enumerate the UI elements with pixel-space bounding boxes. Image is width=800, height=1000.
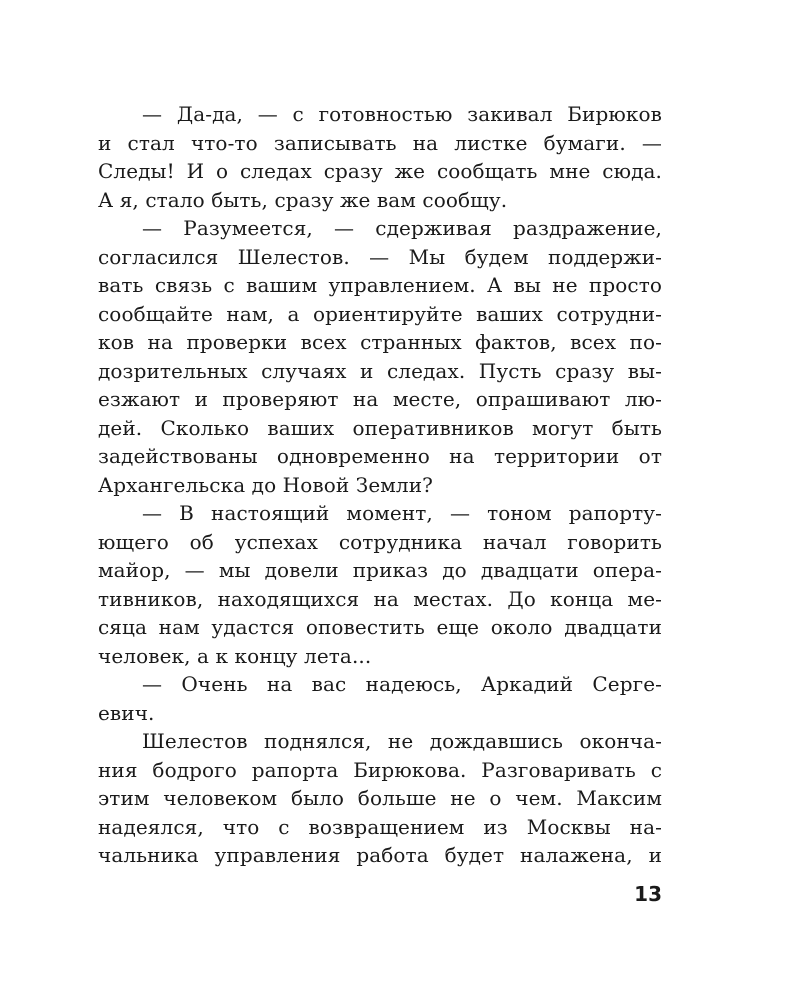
text-line: надеялся, что с возвращением из Москвы на- <box>98 814 662 839</box>
text-line: дей. Сколько ваших оперативников могут быть <box>98 415 662 440</box>
page-number: 13 <box>634 882 662 906</box>
text-line: задействованы одновременно на территории от <box>98 444 662 468</box>
text-line: сообщайте нам, а ориентируйте ваших сотрудни- <box>98 301 662 326</box>
text-line: — Очень на вас надеюсь, Аркадий Серге- <box>142 672 662 696</box>
text-line: майор, — мы довели приказ до двадцати опера- <box>98 558 662 582</box>
text-line: согласился Шелестов. — Мы будем поддержи- <box>98 244 662 269</box>
text-line: — Да-да, — с готовностью закивал Бирюков <box>142 102 662 126</box>
text-line: Следы! И о следах сразу же сообщать мне сюда. <box>98 159 662 183</box>
text-line: езжают и проверяют на месте, опрашивают лю- <box>98 387 662 411</box>
text-line: этим человеком было больше не о чем. Максим <box>98 786 662 810</box>
text-line: Шелестов поднялся, не дождавшись оконча- <box>142 729 662 753</box>
text-line: ния бодрого рапорта Бирюкова. Разговаривать с <box>98 757 662 782</box>
text-line: и стал что-то записывать на листке бумаги. — <box>98 130 662 155</box>
text-line: — В настоящий момент, — тоном рапорту- <box>142 501 662 525</box>
text-line: евич. <box>98 700 155 725</box>
text-line: чальника управления работа будет налажена, и <box>98 843 662 867</box>
text-line: сяца нам удастся оповестить еще около двадцати <box>98 615 662 639</box>
text-line: человек, а к концу лета... <box>98 643 372 668</box>
text-line: тивников, находящихся на местах. До конца ме- <box>98 586 662 611</box>
text-line: Архангельска до Новой Земли? <box>98 472 433 497</box>
text-line: ков на проверки всех странных фактов, всех по- <box>98 330 662 354</box>
text-line: — Разумеется, — сдерживая раздражение, <box>142 216 662 240</box>
text-line: дозрительных случаях и следах. Пусть сразу вы- <box>98 358 662 383</box>
text-line: ющего об успехах сотрудника начал говорить <box>98 529 662 554</box>
text-line: А я, стало быть, сразу же вам сообщу. <box>98 187 508 212</box>
text-line: вать связь с вашим управлением. А вы не просто <box>98 273 662 297</box>
body-text <box>98 100 662 870</box>
